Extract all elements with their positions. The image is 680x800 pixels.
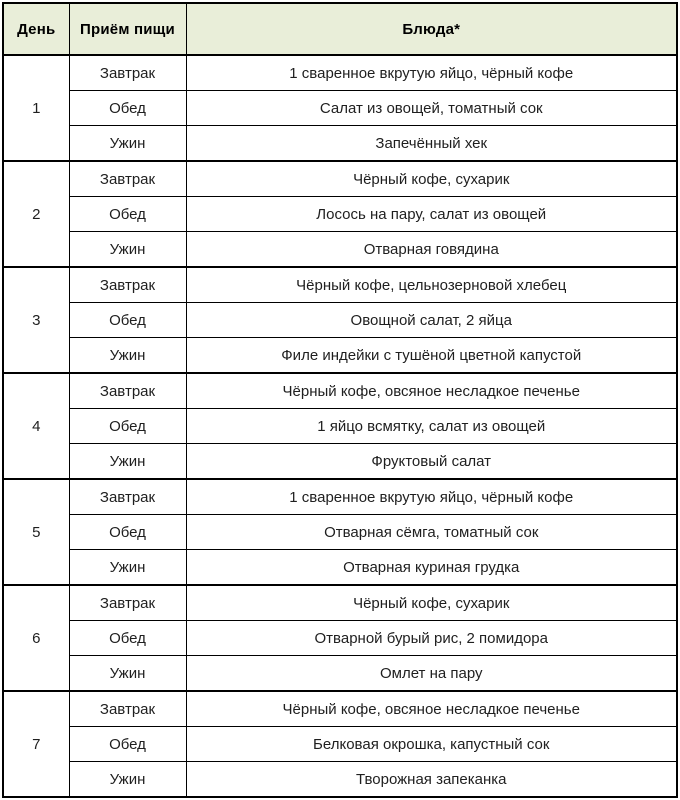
day-number-cell: 1 (3, 55, 69, 161)
dish-cell: Чёрный кофе, сухарик (186, 585, 677, 621)
meal-cell: Завтрак (69, 585, 186, 621)
dish-cell: Чёрный кофе, овсяное несладкое печенье (186, 691, 677, 727)
dish-cell: Творожная запеканка (186, 762, 677, 798)
table-row (3, 126, 677, 162)
day-number-cell: 3 (3, 267, 69, 373)
dish-cell: Белковая окрошка, капустный сок (186, 727, 677, 762)
table-row (3, 91, 677, 126)
table-row (3, 409, 677, 444)
meal-cell: Завтрак (69, 373, 186, 409)
meal-cell: Обед (69, 91, 186, 126)
diet-menu-table (2, 2, 678, 798)
meal-cell: Обед (69, 303, 186, 338)
meal-cell: Завтрак (69, 267, 186, 303)
table-row (3, 444, 677, 480)
dish-cell: Овощной салат, 2 яйца (186, 303, 677, 338)
header-row (3, 3, 677, 55)
dish-cell: Фруктовый салат (186, 444, 677, 480)
day-number-cell: 7 (3, 691, 69, 797)
day-number-cell: 2 (3, 161, 69, 267)
table-row (3, 479, 677, 515)
meal-cell: Обед (69, 197, 186, 232)
meal-cell: Завтрак (69, 479, 186, 515)
dish-cell: Отварная куриная грудка (186, 550, 677, 586)
table-row (3, 373, 677, 409)
table-row (3, 267, 677, 303)
meal-cell: Ужин (69, 444, 186, 480)
dish-cell: Филе индейки с тушёной цветной капустой (186, 338, 677, 374)
col-header-meal: Приём пищи (69, 3, 186, 55)
table-row (3, 232, 677, 268)
dish-cell: 1 сваренное вкрутую яйцо, чёрный кофе (186, 55, 677, 91)
meal-cell: Ужин (69, 762, 186, 798)
table-row (3, 550, 677, 586)
meal-cell: Завтрак (69, 161, 186, 197)
meal-cell: Завтрак (69, 55, 186, 91)
meal-cell: Обед (69, 727, 186, 762)
dish-cell: 1 сваренное вкрутую яйцо, чёрный кофе (186, 479, 677, 515)
table-row (3, 621, 677, 656)
dish-cell: Чёрный кофе, цельнозерновой хлебец (186, 267, 677, 303)
table-row (3, 691, 677, 727)
meal-cell: Ужин (69, 550, 186, 586)
dish-cell: Чёрный кофе, овсяное несладкое печенье (186, 373, 677, 409)
day-number-cell: 6 (3, 585, 69, 691)
day-number-cell: 5 (3, 479, 69, 585)
meal-cell: Ужин (69, 126, 186, 162)
meal-cell: Завтрак (69, 691, 186, 727)
meal-cell: Обед (69, 409, 186, 444)
table-row (3, 656, 677, 692)
dish-cell: Омлет на пару (186, 656, 677, 692)
table-row (3, 161, 677, 197)
table-row (3, 515, 677, 550)
table-row (3, 727, 677, 762)
dish-cell: Отварная сёмга, томатный сок (186, 515, 677, 550)
dish-cell: Отварной бурый рис, 2 помидора (186, 621, 677, 656)
meal-cell: Обед (69, 621, 186, 656)
meal-cell: Обед (69, 515, 186, 550)
dish-cell: Лосось на пару, салат из овощей (186, 197, 677, 232)
dish-cell: Салат из овощей, томатный сок (186, 91, 677, 126)
dish-cell: Чёрный кофе, сухарик (186, 161, 677, 197)
dish-cell: 1 яйцо всмятку, салат из овощей (186, 409, 677, 444)
meal-cell: Ужин (69, 232, 186, 268)
table-row (3, 762, 677, 798)
day-number-cell: 4 (3, 373, 69, 479)
col-header-dishes: Блюда* (186, 3, 677, 55)
table-row (3, 303, 677, 338)
col-header-day: День (3, 3, 69, 55)
dish-cell: Запечённый хек (186, 126, 677, 162)
table-row (3, 197, 677, 232)
dish-cell: Отварная говядина (186, 232, 677, 268)
meal-cell: Ужин (69, 656, 186, 692)
table-row (3, 585, 677, 621)
table-row (3, 55, 677, 91)
meal-cell: Ужин (69, 338, 186, 374)
table-row (3, 338, 677, 374)
